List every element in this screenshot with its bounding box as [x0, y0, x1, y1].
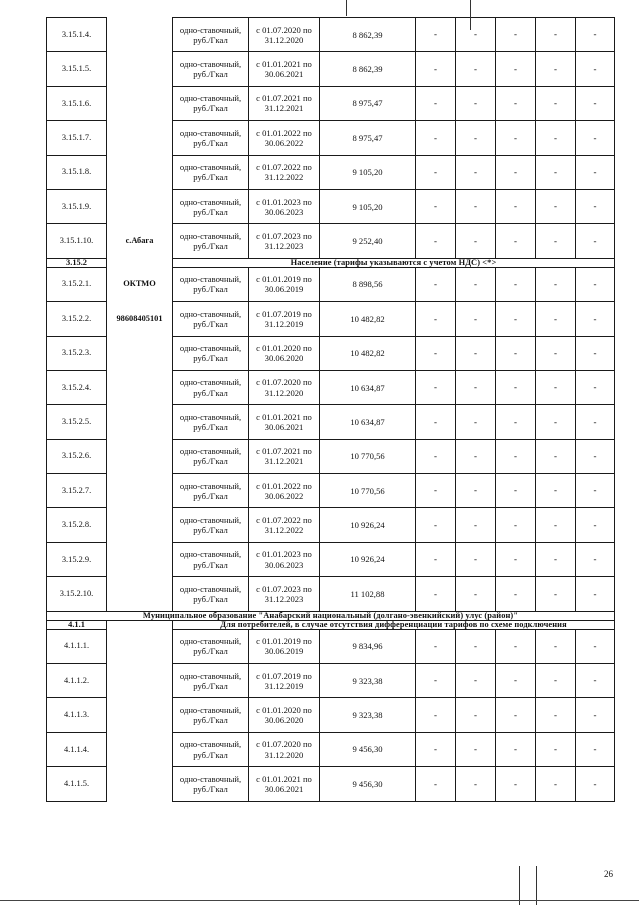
tariff-value: 8 975,47 [320, 86, 416, 120]
table-row [47, 629, 615, 663]
empty-value-dash: - [576, 155, 615, 189]
empty-value-dash: - [496, 121, 536, 155]
empty-value-dash: - [496, 577, 536, 611]
empty-value-dash: - [536, 577, 576, 611]
tariff-type: одно-ставочный, руб./Гкал [173, 732, 249, 766]
tariff-type: одно-ставочный, руб./Гкал [173, 336, 249, 370]
location-cell [107, 732, 173, 766]
empty-value-dash: - [456, 52, 496, 86]
tariff-type: одно-ставочный, руб./Гкал [173, 121, 249, 155]
empty-value-dash: - [536, 474, 576, 508]
tariff-type: одно-ставочный, руб./Гкал [173, 577, 249, 611]
row-number: 3.15.1.4. [47, 18, 107, 52]
location-cell [107, 508, 173, 542]
table-row [47, 52, 615, 86]
empty-value-dash: - [496, 767, 536, 801]
tariff-value: 8 862,39 [320, 52, 416, 86]
location-label: ОКТМО [107, 267, 173, 301]
tariff-value: 11 102,88 [320, 577, 416, 611]
period: с 01.07.2019 по 31.12.2019 [249, 664, 320, 698]
empty-value-dash: - [496, 267, 536, 301]
period: с 01.01.2023 по 30.06.2023 [249, 542, 320, 576]
period: с 01.01.2023 по 30.06.2023 [249, 189, 320, 223]
empty-value-dash: - [416, 370, 456, 404]
empty-value-dash: - [456, 542, 496, 576]
tariff-type: одно-ставочный, руб./Гкал [173, 267, 249, 301]
period: с 01.01.2021 по 30.06.2021 [249, 405, 320, 439]
location-cell [107, 439, 173, 473]
location-cell [107, 258, 173, 267]
table-row [47, 732, 615, 766]
tariff-type: одно-ставочный, руб./Гкал [173, 18, 249, 52]
empty-value-dash: - [536, 155, 576, 189]
location-cell [107, 86, 173, 120]
period: с 01.01.2021 по 30.06.2021 [249, 767, 320, 801]
row-number: 3.15.2.2. [47, 302, 107, 336]
empty-value-dash: - [536, 267, 576, 301]
tariff-value: 9 456,30 [320, 732, 416, 766]
tariff-type: одно-ставочный, руб./Гкал [173, 405, 249, 439]
empty-value-dash: - [576, 86, 615, 120]
empty-value-dash: - [576, 542, 615, 576]
section-title: Население (тарифы указываются с учетом НДС) <*> [173, 258, 615, 267]
location-cell [107, 474, 173, 508]
empty-value-dash: - [416, 698, 456, 732]
empty-value-dash: - [576, 405, 615, 439]
empty-value-dash: - [496, 508, 536, 542]
location-cell [107, 155, 173, 189]
tariff-value: 10 770,56 [320, 439, 416, 473]
empty-value-dash: - [536, 542, 576, 576]
empty-value-dash: - [496, 439, 536, 473]
empty-value-dash: - [456, 508, 496, 542]
empty-value-dash: - [456, 439, 496, 473]
tariff-value: 10 634,87 [320, 405, 416, 439]
table-row [47, 542, 615, 576]
empty-value-dash: - [536, 189, 576, 223]
row-number: 3.15.2.1. [47, 267, 107, 301]
empty-value-dash: - [536, 405, 576, 439]
empty-value-dash: - [496, 18, 536, 52]
empty-value-dash: - [416, 155, 456, 189]
empty-value-dash: - [576, 767, 615, 801]
location-cell [107, 370, 173, 404]
tariff-value: 9 456,30 [320, 767, 416, 801]
empty-value-dash: - [416, 732, 456, 766]
empty-value-dash: - [456, 474, 496, 508]
empty-value-dash: - [456, 664, 496, 698]
section-header-row [47, 620, 615, 629]
empty-value-dash: - [456, 121, 496, 155]
row-number: 4.1.1.2. [47, 664, 107, 698]
table-row [47, 302, 615, 336]
location-cell [107, 336, 173, 370]
empty-value-dash: - [496, 732, 536, 766]
empty-value-dash: - [416, 767, 456, 801]
period: с 01.01.2020 по 30.06.2020 [249, 336, 320, 370]
empty-value-dash: - [576, 189, 615, 223]
row-number: 4.1.1.4. [47, 732, 107, 766]
tariff-value: 10 482,82 [320, 336, 416, 370]
row-number: 3.15.1.7. [47, 121, 107, 155]
empty-value-dash: - [496, 155, 536, 189]
empty-value-dash: - [456, 698, 496, 732]
tariff-table [46, 17, 615, 802]
empty-value-dash: - [496, 224, 536, 258]
empty-value-dash: - [416, 439, 456, 473]
location-label: с.Абага [107, 224, 173, 258]
tariff-type: одно-ставочный, руб./Гкал [173, 542, 249, 576]
page-bottom-edge [0, 900, 639, 901]
empty-value-dash: - [456, 302, 496, 336]
municipality-title: Муниципальное образование "Анабарский национальный (долгано-эвенкийский) улус (район)" [47, 611, 615, 620]
table-row [47, 439, 615, 473]
period: с 01.01.2021 по 30.06.2021 [249, 52, 320, 86]
period: с 01.01.2019 по 30.06.2019 [249, 629, 320, 663]
table-row [47, 508, 615, 542]
empty-value-dash: - [496, 86, 536, 120]
location-cell [107, 189, 173, 223]
location-label: 98608405101 [107, 302, 173, 336]
period: с 01.07.2021 по 31.12.2021 [249, 439, 320, 473]
period: с 01.07.2019 по 31.12.2019 [249, 302, 320, 336]
location-cell [107, 664, 173, 698]
empty-value-dash: - [536, 86, 576, 120]
table-row [47, 224, 615, 258]
row-number: 4.1.1.1. [47, 629, 107, 663]
empty-value-dash: - [576, 121, 615, 155]
row-number: 3.15.2.3. [47, 336, 107, 370]
tariff-type: одно-ставочный, руб./Гкал [173, 629, 249, 663]
tariff-value: 10 926,24 [320, 542, 416, 576]
row-number: 3.15.2.7. [47, 474, 107, 508]
empty-value-dash: - [576, 18, 615, 52]
empty-value-dash: - [456, 405, 496, 439]
tariff-type: одно-ставочный, руб./Гкал [173, 155, 249, 189]
period: с 01.07.2023 по 31.12.2023 [249, 577, 320, 611]
empty-value-dash: - [456, 370, 496, 404]
tariff-type: одно-ставочный, руб./Гкал [173, 189, 249, 223]
empty-value-dash: - [456, 267, 496, 301]
section-number: 4.1.1 [47, 620, 107, 629]
empty-value-dash: - [416, 302, 456, 336]
empty-value-dash: - [536, 52, 576, 86]
location-cell [107, 52, 173, 86]
tariff-type: одно-ставочный, руб./Гкал [173, 224, 249, 258]
section-header-row [47, 611, 615, 620]
period: с 01.07.2020 по 31.12.2020 [249, 18, 320, 52]
location-cell [107, 620, 173, 629]
empty-value-dash: - [536, 698, 576, 732]
empty-value-dash: - [496, 629, 536, 663]
period: с 01.01.2022 по 30.06.2022 [249, 121, 320, 155]
empty-value-dash: - [416, 474, 456, 508]
empty-value-dash: - [536, 302, 576, 336]
empty-value-dash: - [536, 224, 576, 258]
empty-value-dash: - [456, 224, 496, 258]
row-number: 3.15.1.8. [47, 155, 107, 189]
tariff-value: 8 862,39 [320, 18, 416, 52]
table-row [47, 155, 615, 189]
table-row [47, 189, 615, 223]
tariff-value: 10 634,87 [320, 370, 416, 404]
empty-value-dash: - [496, 698, 536, 732]
location-cell [107, 542, 173, 576]
empty-value-dash: - [416, 629, 456, 663]
empty-value-dash: - [496, 52, 536, 86]
empty-value-dash: - [456, 155, 496, 189]
empty-value-dash: - [416, 224, 456, 258]
table-row [47, 577, 615, 611]
location-cell [107, 767, 173, 801]
location-cell [107, 629, 173, 663]
location-cell [107, 405, 173, 439]
empty-value-dash: - [536, 508, 576, 542]
empty-value-dash: - [496, 189, 536, 223]
empty-value-dash: - [416, 664, 456, 698]
empty-value-dash: - [576, 664, 615, 698]
row-number: 4.1.1.5. [47, 767, 107, 801]
empty-value-dash: - [416, 189, 456, 223]
tariff-value: 9 105,20 [320, 155, 416, 189]
empty-value-dash: - [536, 121, 576, 155]
empty-value-dash: - [456, 189, 496, 223]
table-row [47, 121, 615, 155]
empty-value-dash: - [416, 52, 456, 86]
tariff-value: 10 926,24 [320, 508, 416, 542]
empty-value-dash: - [576, 474, 615, 508]
row-number: 3.15.2.8. [47, 508, 107, 542]
tariff-type: одно-ставочный, руб./Гкал [173, 370, 249, 404]
empty-value-dash: - [576, 577, 615, 611]
empty-value-dash: - [456, 767, 496, 801]
period: с 01.07.2021 по 31.12.2021 [249, 86, 320, 120]
tariff-type: одно-ставочный, руб./Гкал [173, 698, 249, 732]
table-row [47, 405, 615, 439]
empty-value-dash: - [416, 508, 456, 542]
empty-value-dash: - [576, 629, 615, 663]
empty-value-dash: - [496, 664, 536, 698]
empty-value-dash: - [456, 629, 496, 663]
scan-artifact-line [346, 0, 347, 16]
empty-value-dash: - [496, 542, 536, 576]
tariff-type: одно-ставочный, руб./Гкал [173, 302, 249, 336]
period: с 01.01.2022 по 30.06.2022 [249, 474, 320, 508]
empty-value-dash: - [416, 577, 456, 611]
table-row [47, 698, 615, 732]
row-number: 3.15.2.10. [47, 577, 107, 611]
tariff-type: одно-ставочный, руб./Гкал [173, 86, 249, 120]
tariff-value: 10 770,56 [320, 474, 416, 508]
row-number: 4.1.1.3. [47, 698, 107, 732]
empty-value-dash: - [536, 336, 576, 370]
location-cell [107, 698, 173, 732]
period: с 01.07.2020 по 31.12.2020 [249, 370, 320, 404]
tariff-value: 10 482,82 [320, 302, 416, 336]
location-cell [107, 577, 173, 611]
location-cell [107, 121, 173, 155]
empty-value-dash: - [496, 405, 536, 439]
period: с 01.07.2020 по 31.12.2020 [249, 732, 320, 766]
section-number: 3.15.2 [47, 258, 107, 267]
tariff-type: одно-ставочный, руб./Гкал [173, 508, 249, 542]
tariff-value: 9 252,40 [320, 224, 416, 258]
tariff-type: одно-ставочный, руб./Гкал [173, 52, 249, 86]
empty-value-dash: - [536, 629, 576, 663]
scan-artifact-line [470, 0, 471, 30]
empty-value-dash: - [496, 370, 536, 404]
empty-value-dash: - [496, 474, 536, 508]
location-cell [107, 18, 173, 52]
empty-value-dash: - [416, 336, 456, 370]
empty-value-dash: - [536, 18, 576, 52]
empty-value-dash: - [576, 302, 615, 336]
table-row [47, 267, 615, 301]
tariff-type: одно-ставочный, руб./Гкал [173, 439, 249, 473]
row-number: 3.15.2.4. [47, 370, 107, 404]
empty-value-dash: - [416, 542, 456, 576]
row-number: 3.15.1.9. [47, 189, 107, 223]
row-number: 3.15.1.5. [47, 52, 107, 86]
page-number: 26 [604, 869, 613, 879]
empty-value-dash: - [536, 370, 576, 404]
empty-value-dash: - [576, 52, 615, 86]
row-number: 3.15.1.6. [47, 86, 107, 120]
tariff-type: одно-ставочный, руб./Гкал [173, 767, 249, 801]
empty-value-dash: - [576, 732, 615, 766]
empty-value-dash: - [456, 86, 496, 120]
empty-value-dash: - [456, 336, 496, 370]
period: с 01.01.2020 по 30.06.2020 [249, 698, 320, 732]
table-row [47, 474, 615, 508]
period: с 01.07.2023 по 31.12.2023 [249, 224, 320, 258]
empty-value-dash: - [416, 18, 456, 52]
empty-value-dash: - [576, 267, 615, 301]
table-row [47, 664, 615, 698]
empty-value-dash: - [536, 664, 576, 698]
period: с 01.07.2022 по 31.12.2022 [249, 155, 320, 189]
table-row [47, 767, 615, 801]
section-title: Для потребителей, в случае отсутствия дифференциации тарифов по схеме подключения [173, 620, 615, 629]
empty-value-dash: - [456, 732, 496, 766]
empty-value-dash: - [576, 508, 615, 542]
empty-value-dash: - [496, 336, 536, 370]
empty-value-dash: - [416, 121, 456, 155]
empty-value-dash: - [416, 405, 456, 439]
empty-value-dash: - [536, 439, 576, 473]
empty-value-dash: - [416, 86, 456, 120]
tariff-value: 8 898,56 [320, 267, 416, 301]
empty-value-dash: - [456, 18, 496, 52]
row-number: 3.15.2.9. [47, 542, 107, 576]
empty-value-dash: - [576, 439, 615, 473]
tariff-type: одно-ставочный, руб./Гкал [173, 664, 249, 698]
tariff-value: 9 834,96 [320, 629, 416, 663]
empty-value-dash: - [456, 577, 496, 611]
table-row [47, 18, 615, 52]
section-header-row [47, 258, 615, 267]
table-row [47, 86, 615, 120]
empty-value-dash: - [576, 336, 615, 370]
empty-value-dash: - [536, 767, 576, 801]
empty-value-dash: - [536, 732, 576, 766]
table-row [47, 336, 615, 370]
row-number: 3.15.2.5. [47, 405, 107, 439]
empty-value-dash: - [576, 698, 615, 732]
tariff-value: 9 105,20 [320, 189, 416, 223]
table-row [47, 370, 615, 404]
row-number: 3.15.1.10. [47, 224, 107, 258]
tariff-value: 8 975,47 [320, 121, 416, 155]
period: с 01.01.2019 по 30.06.2019 [249, 267, 320, 301]
empty-value-dash: - [416, 267, 456, 301]
tariff-value: 9 323,38 [320, 664, 416, 698]
tariff-value: 9 323,38 [320, 698, 416, 732]
tariff-type: одно-ставочный, руб./Гкал [173, 474, 249, 508]
empty-value-dash: - [576, 224, 615, 258]
row-number: 3.15.2.6. [47, 439, 107, 473]
period: с 01.07.2022 по 31.12.2022 [249, 508, 320, 542]
empty-value-dash: - [576, 370, 615, 404]
empty-value-dash: - [496, 302, 536, 336]
